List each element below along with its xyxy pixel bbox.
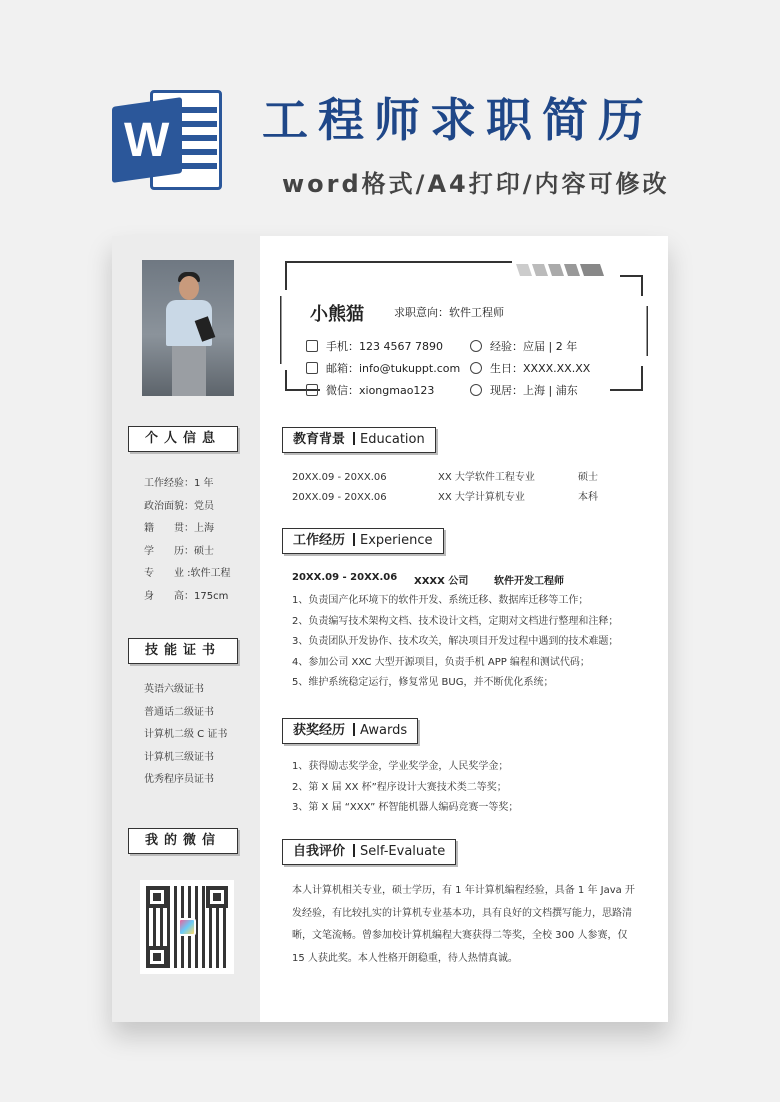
certificates-list	[144, 679, 227, 792]
list-item: 政治面貌：党员	[144, 500, 214, 512]
location-contact: 现居：上海 | 浦东	[470, 382, 578, 398]
list-item: 英语六级证书	[144, 684, 204, 695]
location-icon	[470, 384, 482, 396]
banner-title: 工程师求职简历	[262, 93, 654, 147]
birthday-icon	[470, 362, 482, 374]
education-title: 教育背景 Education	[282, 427, 436, 453]
personal-info-title: 个人信息	[128, 426, 238, 452]
mail-icon	[306, 362, 318, 374]
education-row: 20XX.09 - 20XX.06 XX 大学计算机专业 本科	[292, 492, 598, 503]
wechat-qr-code	[140, 880, 234, 974]
list-item: 计算机三级证书	[144, 751, 214, 763]
awards-list	[292, 757, 518, 819]
phone-contact: 手机：123 4567 7890	[306, 338, 443, 354]
experience-title: 工作经历 Experience	[282, 528, 444, 554]
wechat-title: 我的微信	[128, 828, 238, 854]
list-item: 计算机二级 C 证书	[144, 729, 228, 740]
list-item: 1、获得励志奖学金，学业奖学金，人民奖学金；	[292, 761, 509, 772]
job-intent: 求职意向：软件工程师	[394, 306, 504, 319]
word-logo-icon: W	[112, 84, 224, 196]
experience-list	[292, 591, 618, 694]
self-evaluate-title: 自我评价 Self-Evaluate	[282, 839, 456, 865]
self-evaluate-text: 本人计算机相关专业，硕士学历，有 1 年计算机编程经验，具备 1 年 Java 开发经验，有比较扎实的计算机专业基本功，具有良好的文档撰写能力，思路清晰，文笔流畅。曾参加校计算机编程大赛获得二等奖，全校 300 人参赛，仅 15 人获此奖。本人性格开朗稳重，待人热情真诚。	[292, 885, 635, 964]
list-item: 普通话二级证书	[144, 706, 214, 718]
education-row: 20XX.09 - 20XX.06 XX 大学软件工程专业 硕士	[292, 472, 598, 483]
target-icon	[470, 340, 482, 352]
list-item: 5、维护系统稳定运行，修复常见 BUG，并不断优化系统；	[292, 677, 554, 688]
certificates-title: 技能证书	[128, 638, 238, 664]
wechat-contact: 微信：xiongmao123	[306, 382, 434, 398]
candidate-name: 小熊猫	[310, 304, 364, 325]
list-item: 3、第 X 届 “XXX” 杯智能机器人编码竞赛一等奖；	[292, 802, 519, 813]
job-header: 20XX.09 - 20XX.06 XXXX 公司 软件开发工程师	[292, 572, 564, 587]
list-item: 2、负责编写技术架构文档、技术设计文档，定期对文档进行整理和注释；	[292, 615, 619, 627]
list-item: 4、参加公司 XXC 大型开源项目，负责手机 APP 编程和测试代码；	[292, 656, 590, 668]
awards-title: 获奖经历 Awards	[282, 718, 418, 744]
list-item: 1、负责国产化环境下的软件开发、系统迁移、数据库迁移等工作；	[292, 595, 589, 606]
wechat-icon	[306, 384, 318, 396]
resume-sheet	[112, 236, 668, 1022]
profile-photo	[142, 260, 234, 396]
list-item: 专 业 :软件工程	[144, 568, 231, 579]
list-item: 工作经验：1 年	[144, 478, 214, 489]
personal-info-list	[144, 473, 231, 608]
phone-icon	[306, 340, 318, 352]
experience-contact: 经验：应届 | 2 年	[470, 338, 577, 354]
list-item: 2、第 X 届 XX 杯”程序设计大赛技术类二等奖；	[292, 781, 507, 793]
banner-subtitle: word格式/A4打印/内容可修改	[282, 170, 670, 198]
profile-header	[280, 256, 648, 396]
list-item: 优秀程序员证书	[144, 774, 214, 785]
list-item: 3、负责团队开发协作、技术攻关，解决项目开发过程中遇到的技术难题；	[292, 636, 619, 647]
sidebar	[112, 236, 260, 1022]
list-item: 身 高：175cm	[144, 590, 229, 602]
email-contact: 邮箱：info@tukuppt.com	[306, 360, 460, 376]
list-item: 籍 贯：上海	[144, 523, 214, 534]
list-item: 学 历：硕士	[144, 545, 214, 557]
birthday-contact: 生日：XXXX.XX.XX	[470, 360, 590, 376]
